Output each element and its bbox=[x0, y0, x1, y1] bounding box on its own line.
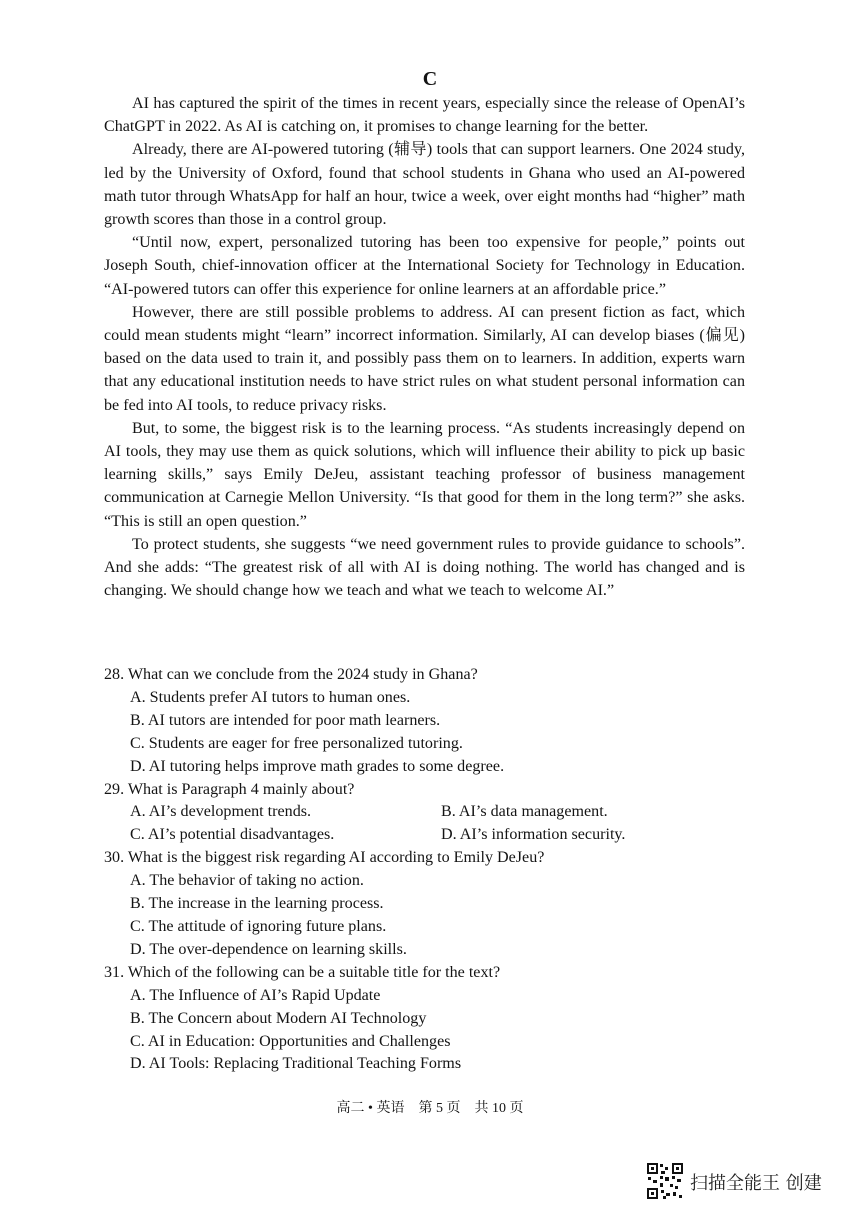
paragraph-4: However, there are still possible problems to address. AI can present fiction as fact, which could mean students might “learn” incorrect information. Similarly, AI can develop biases (偏见) based on the data used to train it, and possibly pass them on to learners. In addition, experts warn that any educational institution needs to have strict rules on what student personal information can be fed into AI tools, to reduce privacy risks. bbox=[104, 303, 745, 414]
option-a: A. Students prefer AI tutors to human ones. bbox=[130, 688, 411, 706]
option-d: D. The over-dependence on learning skills. bbox=[130, 940, 407, 958]
question-list bbox=[104, 664, 745, 1076]
question-31 bbox=[104, 962, 745, 1077]
question-stem: 28. What can we conclude from the 2024 study in Ghana? bbox=[104, 666, 478, 683]
paragraph-3: “Until now, expert, personalized tutoring has been too expensive for people,” points out Joseph South, chief-innovation officer at the International Society for Technology in Education. “AI-powered tutors can offer this experience for online learners at an affordable price.” bbox=[104, 234, 745, 298]
question-29 bbox=[104, 779, 745, 848]
option-c: C. AI’s potential disadvantages. bbox=[130, 826, 335, 844]
option-a: A. The behavior of taking no action. bbox=[130, 872, 364, 890]
section-title: C bbox=[422, 68, 438, 90]
question-28 bbox=[104, 664, 745, 779]
option-c: C. Students are eager for free personalized tutoring. bbox=[130, 734, 463, 752]
option-b: B. The Concern about Modern AI Technology bbox=[130, 1009, 427, 1027]
option-row bbox=[130, 824, 745, 847]
option-d: D. AI Tools: Replacing Traditional Teaching Forms bbox=[130, 1055, 462, 1073]
option-c: C. AI in Education: Opportunities and Challenges bbox=[130, 1032, 451, 1050]
qr-code-icon bbox=[646, 1162, 684, 1200]
question-stem: 31. Which of the following can be a suitable title for the text? bbox=[104, 963, 501, 981]
question-stem: 30. What is the biggest risk regarding AI according to Emily DeJeu? bbox=[104, 849, 545, 867]
option-b: B. AI tutors are intended for poor math learners. bbox=[130, 711, 441, 729]
paragraph-6: To protect students, she suggests “we need government rules to provide guidance to schools”. And she adds: “The greatest risk of all with AI is doing nothing. The world has changed and is changing. We should change how we teach and what we teach to welcome AI.” bbox=[104, 535, 745, 600]
option-a: A. AI’s development trends. bbox=[130, 803, 312, 821]
paragraph-1: AI has captured the spirit of the times in recent years, especially since the release of OpenAI’s ChatGPT in 2022. As AI is catching on, it promises to change learning for the better. bbox=[104, 95, 745, 136]
reading-passage bbox=[104, 92, 745, 602]
paragraph-2: Already, there are AI-powered tutoring (辅导) tools that can support learners. One 2024 study, led by the University of Oxford, found that school students in Ghana who used an AI-powered math tutor through WhatsApp for half an hour, twice a week, over eight months had “higher” math growth scores than those in a control group. bbox=[104, 141, 745, 229]
option-d: D. AI’s information security. bbox=[441, 826, 626, 844]
option-d: D. AI tutoring helps improve math grades to some degree. bbox=[130, 757, 505, 775]
question-30 bbox=[104, 847, 745, 962]
option-b: B. AI’s data management. bbox=[441, 803, 608, 821]
page-footer: 高二 • 英语 第 5 页 共 10 页 bbox=[336, 1101, 524, 1116]
watermark-label: 扫描全能王 创建 bbox=[690, 1173, 822, 1194]
option-row bbox=[130, 801, 745, 824]
option-c: C. The attitude of ignoring future plans. bbox=[130, 917, 387, 935]
option-b: B. The increase in the learning process. bbox=[130, 895, 384, 913]
paragraph-5: But, to some, the biggest risk is to the learning process. “As students increasingly depend on AI tools, they may use them as quick solutions, which will influence their ability to pick up basic learning skills,” says Emily DeJeu, assistant teaching professor of business management communication at Carnegie Mellon University. “Is that good for them in the long term?” she asks. “This is still an open question.” bbox=[104, 419, 745, 530]
option-a: A. The Influence of AI’s Rapid Update bbox=[130, 986, 381, 1004]
question-stem: 29. What is Paragraph 4 mainly about? bbox=[104, 780, 355, 798]
